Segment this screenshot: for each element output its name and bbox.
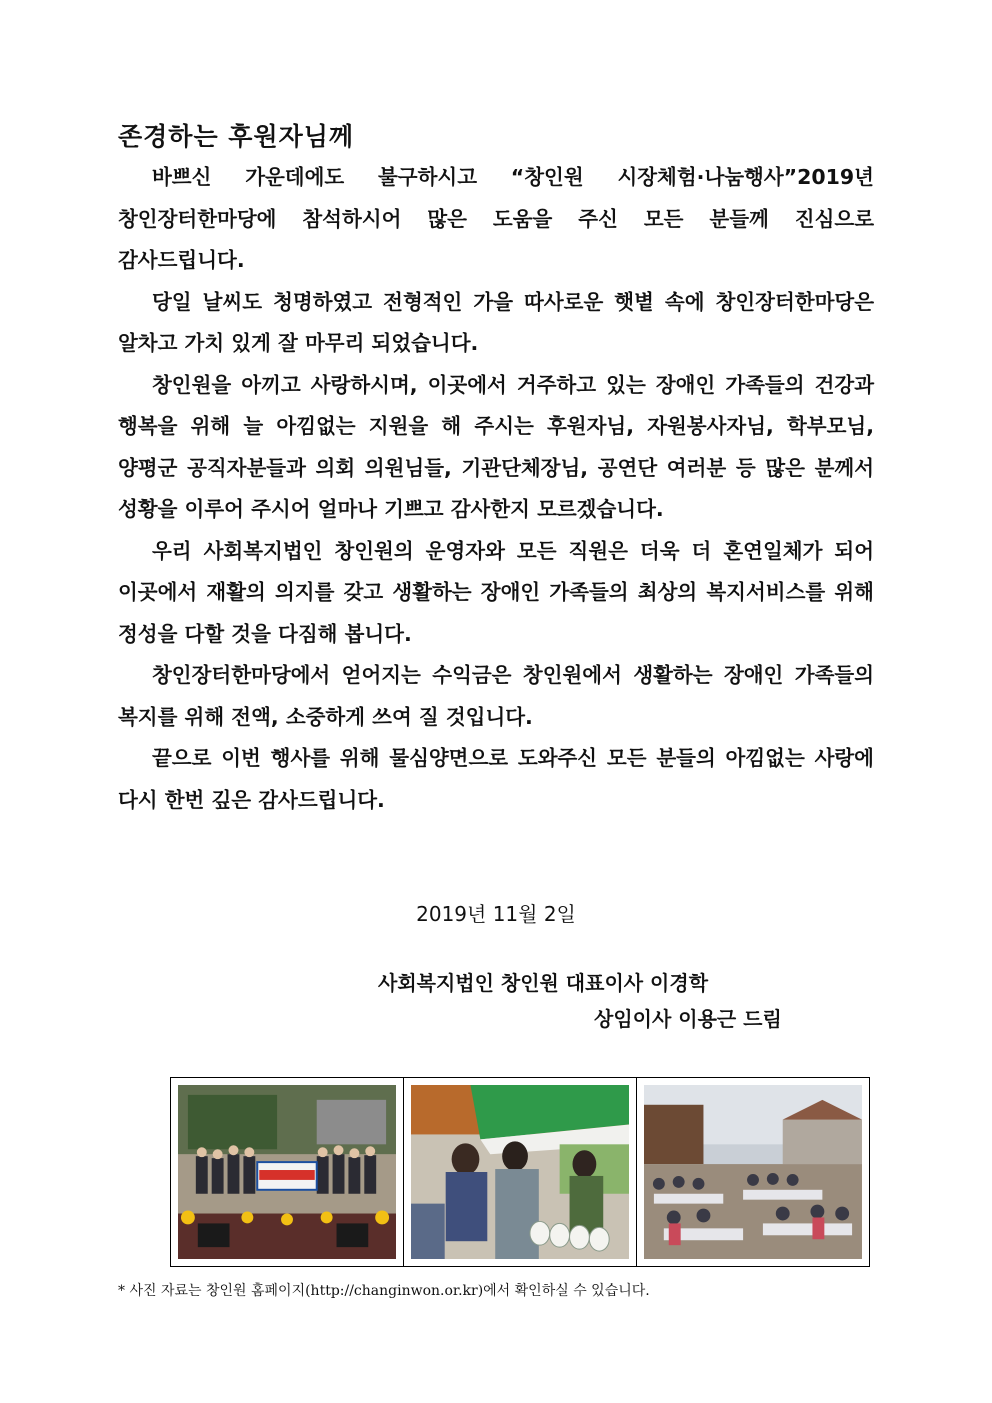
paragraph-2: 당일 날씨도 청명하였고 전형적인 가을 따사로운 햇볕 속에 창인장터한마당은 알차고 가치 있게 잘 마무리 되었습니다. [118,289,874,355]
signature-line-2: 상임이사 이용근 드림 [594,1007,782,1031]
stage-group-image [178,1085,396,1259]
photo-footnote: * 사진 자료는 창인원 홈페이지(http://changinwon.or.kr)에서 확인하실 수 있습니다. [118,1283,650,1299]
letter-date: 2019년 11월 2일 [416,902,576,926]
photo-outdoor-dining [637,1078,869,1266]
paragraph-4: 우리 사회복지법인 창인원의 운영자와 모든 직원은 더욱 더 혼연일체가 되어 이곳에서 재활의 의지를 갖고 생활하는 장애인 가족들의 최상의 복지서비스를 위해 정성을 다할 것을 다짐해 봅니다. [118,538,874,646]
letter-title: 존경하는 후원자님께 [118,122,355,151]
paragraph-6: 끝으로 이번 행사를 위해 물심양면으로 도와주신 모든 분들의 아낌없는 사랑에 다시 한번 깊은 감사드립니다. [118,746,874,812]
paragraph-3: 창인원을 아끼고 사랑하시며, 이곳에서 거주하고 있는 장애인 가족들의 건강과 행복을 위해 늘 아낌없는 지원을 해 주시는 후원자님, 자원봉사자님, 학부모님, 양평군 공직자분들과 의회 의원님들, 기관단체장님, 공연단 여러분 등 많은 분께서 성황을 이루어 주시어 얼마나 기쁘고 감사한지 모르겠습니다. [118,372,874,521]
photo-strip [170,1077,870,1267]
paragraph-1: 바쁘신 가운데에도 불구하시고 “창인원 시장체험·나눔행사”2019년 창인장터한마당에 참석하시어 많은 도움을 주신 모든 분들께 진심으로 감사드립니다. [118,165,874,272]
outdoor-dining-image [644,1085,862,1259]
signature-line-1: 사회복지법인 창인원 대표이사 이경학 [378,971,709,995]
tent-crowd-image [411,1085,629,1259]
paragraph-5: 창인장터한마당에서 얻어지는 수익금은 창인원에서 생활하는 장애인 가족들의 복지를 위해 전액, 소중하게 쓰여 질 것입니다. [118,663,874,729]
photo-tent-crowd [404,1078,637,1266]
letter-body [118,157,874,821]
photo-stage-group [171,1078,404,1266]
